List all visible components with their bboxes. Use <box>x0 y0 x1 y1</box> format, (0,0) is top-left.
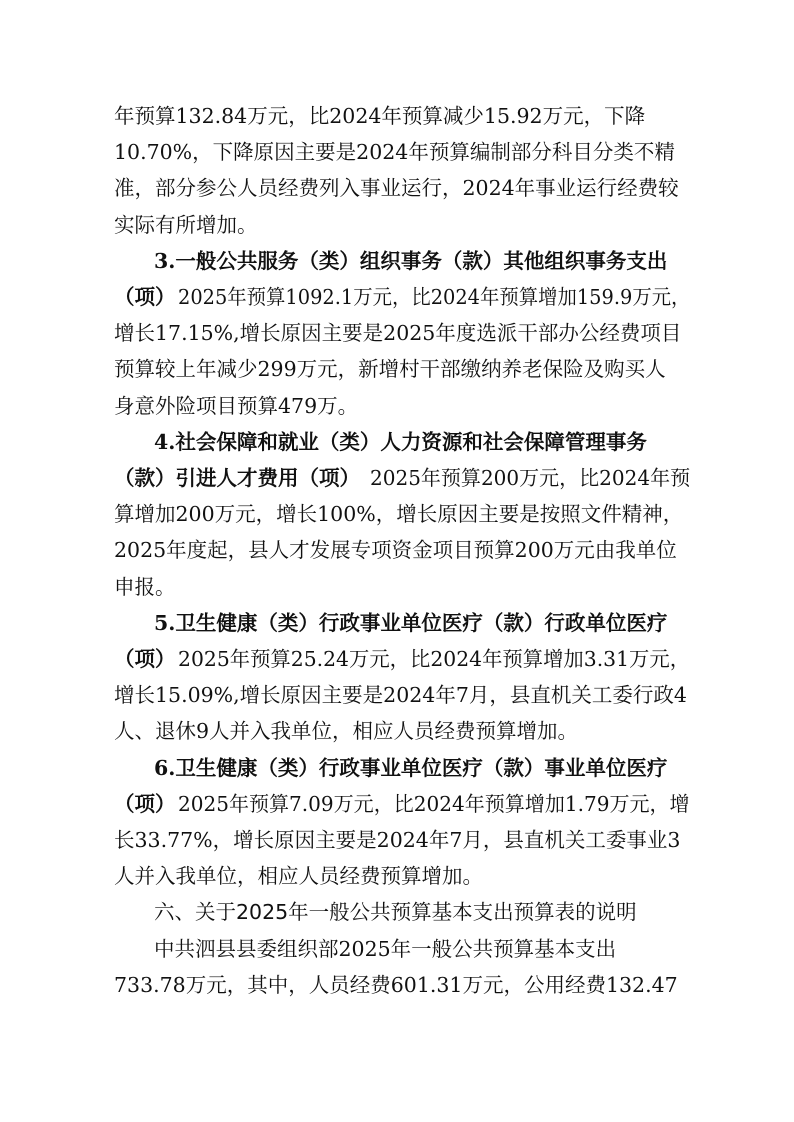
item-heading-line <box>0 605 794 641</box>
item-5-heading: 5.卫生健康（类）行政事业单位医疗（款）行政单位医疗 <box>154 610 668 635</box>
line-text: 准，部分参公人员经费列入事业运行，2024年事业运行经费较 <box>114 176 679 201</box>
text-line <box>0 207 794 243</box>
text-line <box>0 677 794 713</box>
line-text: 预算较上年减少299万元，新增村干部缴纳养老保险及购买人 <box>114 357 666 382</box>
line-text: 算增加200万元，增长100%，增长原因主要是按照文件精神， <box>114 502 684 527</box>
line-text: 2025年预算1092.1万元，比2024年预算增加159.9万元， <box>178 285 691 309</box>
line-text: 年预算132.84万元，比2024年预算减少15.92万元，下降 <box>114 104 646 128</box>
item-4-heading-tail: （款）引进人才费用（项） <box>114 466 360 490</box>
item-heading-line <box>0 750 794 786</box>
text-line <box>0 315 794 351</box>
line-text: 2025年预算200万元，比2024年预 <box>370 466 691 490</box>
text-line <box>0 98 794 134</box>
line-text: 人并入我单位，相应人员经费预算增加。 <box>114 864 483 889</box>
line-text: 增长17.15%,增长原因主要是2025年度选派干部办公经费项目 <box>114 321 682 346</box>
section-6-heading: 六、关于2025年一般公共预算基本支出预算表的说明 <box>154 900 637 925</box>
item-5-heading-tail: （项） <box>114 647 176 671</box>
text-line <box>0 569 794 605</box>
item-heading-line <box>0 243 794 279</box>
line-text: 实际有所增加。 <box>114 212 258 237</box>
line-text: 申报。 <box>114 574 176 599</box>
line-text: 2025年预算7.09万元，比2024年预算增加1.79万元，增 <box>178 791 690 816</box>
line-text: 2025年度起，县人才发展专项资金项目预算200万元由我单位 <box>114 538 677 563</box>
line-text: 人、退休9人并入我单位，相应人员经费预算增加。 <box>114 719 579 744</box>
item-6-heading: 6.卫生健康（类）行政事业单位医疗（款）事业单位医疗 <box>154 755 668 780</box>
text-line <box>0 388 794 424</box>
text-line <box>0 858 794 894</box>
line-text: 中共泗县县委组织部2025年一般公共预算基本支出 <box>154 936 617 961</box>
text-line <box>0 786 794 822</box>
line-text: 增长15.09%,增长原因主要是2024年7月，县直机关工委行政4 <box>114 683 687 708</box>
text-line <box>0 641 794 677</box>
text-line <box>0 170 794 206</box>
section-heading-line <box>0 894 794 930</box>
text-line <box>0 134 794 170</box>
text-line <box>0 532 794 568</box>
text-line <box>0 822 794 858</box>
item-3-heading: 3.一般公共服务（类）组织事务（款）其他组织事务支出 <box>154 248 668 273</box>
text-line <box>0 713 794 749</box>
text-line <box>0 351 794 387</box>
item-4-heading: 4.社会保障和就业（类）人力资源和社会保障管理事务 <box>154 429 647 454</box>
line-text: 10.70%，下降原因主要是2024年预算编制部分科目分类不精 <box>114 140 675 165</box>
item-3-heading-tail: （项） <box>114 285 176 309</box>
text-line <box>0 496 794 532</box>
text-line <box>0 279 794 315</box>
line-text: 2025年预算25.24万元，比2024年预算增加3.31万元， <box>178 647 691 671</box>
item-6-heading-tail: （项） <box>114 791 176 816</box>
text-line <box>0 967 794 1003</box>
text-line <box>0 931 794 967</box>
line-text: 身意外险项目预算479万。 <box>114 393 359 418</box>
text-line <box>0 460 794 496</box>
item-heading-line <box>0 424 794 460</box>
line-text: 长33.77%，增长原因主要是2024年7月，县直机关工委事业3 <box>114 828 681 852</box>
line-text: 733.78万元，其中，人员经费601.31万元，公用经费132.47 <box>114 972 678 997</box>
